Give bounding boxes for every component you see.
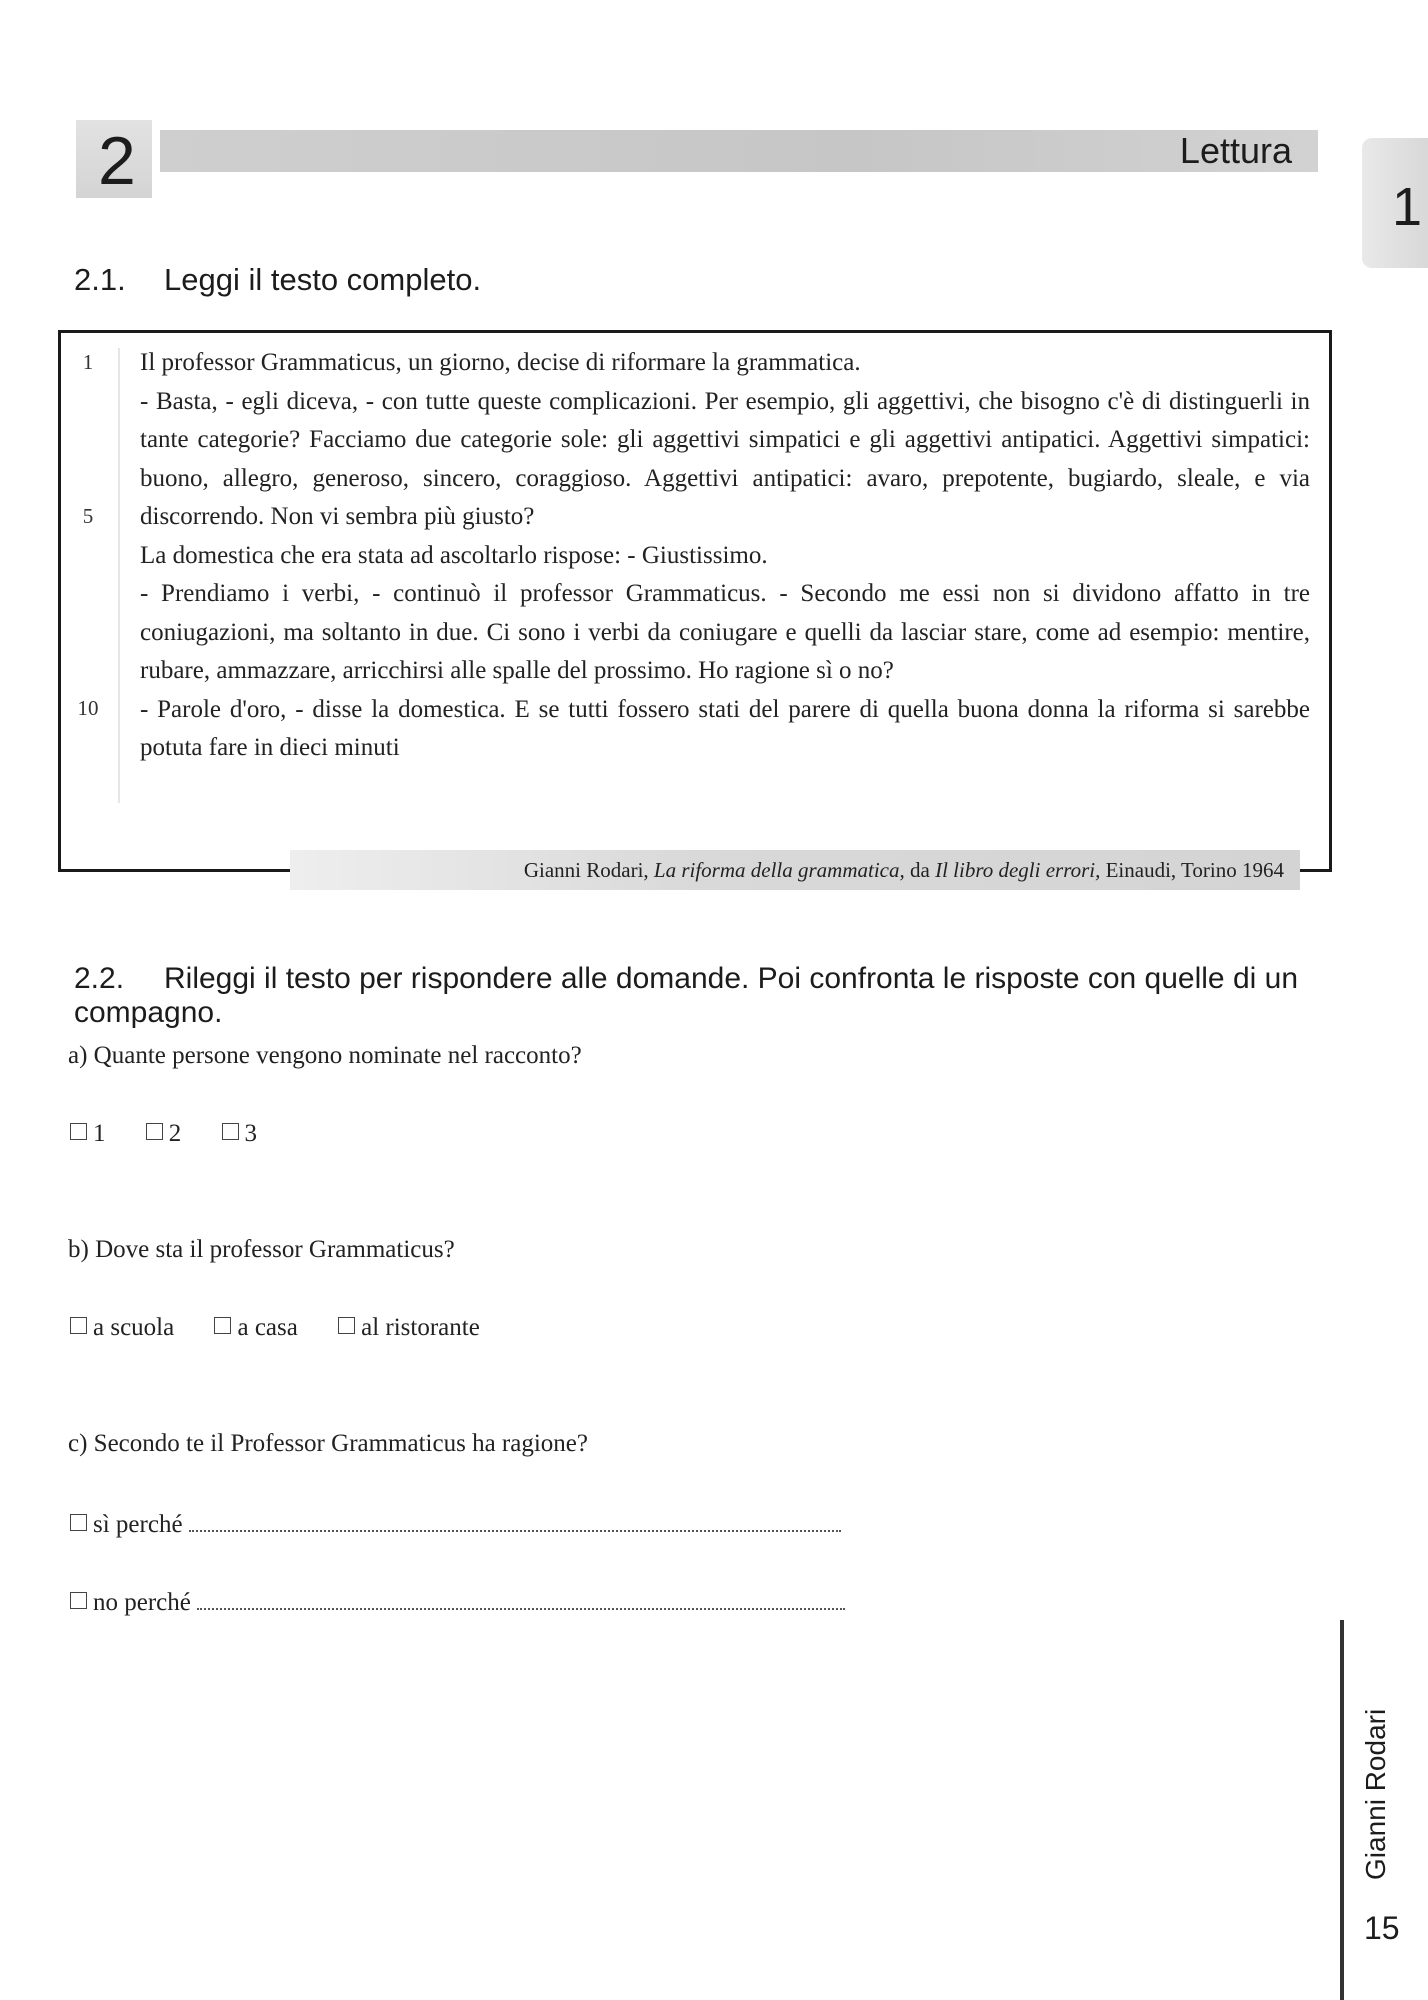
passage-paragraph: - Prendiamo i verbi, - continuò il professor Grammaticus. - Secondo me essi non si dividono affatto in tre coniugazioni, ma soltanto in due. Ci sono i verbi da coniugare e quelli da lasciar stare, come ad esempio: mentire, rubare, ammazzare, arricchirsi alle spalle del prossimo. Ho ragione sì o no?	[140, 580, 1310, 684]
option-checkbox[interactable]	[146, 1120, 182, 1148]
line-number: 10	[77, 696, 99, 720]
exercise-number: 2.1.	[74, 262, 126, 297]
option-label: al ristorante	[361, 1314, 480, 1341]
passage-paragraph: - Basta, - egli diceva, - con tutte queste complicazioni. Per esempio, gli aggettivi, che bisogno c'è di distinguerli in tante categorie? Facciamo due categorie sole: gli aggettivi simpatici e gli aggettivi antipatici. Aggettivi simpatici: buono, allegro, generoso, sincero, coraggioso. Aggettivi antipatici: avaro, prepotente, bugiardo, sleale, e via discorrendo. Non vi sembra più giusto?	[140, 387, 1310, 530]
option-label: sì perché	[93, 1511, 183, 1538]
unit-number: 1	[1391, 177, 1422, 237]
side-rule	[1340, 1620, 1344, 2000]
question-b: b) Dove sta il professor Grammaticus?	[68, 1236, 455, 1263]
option-checkbox[interactable]	[70, 1120, 106, 1148]
question-c: c) Secondo te il Professor Grammaticus ha ragione?	[68, 1430, 588, 1457]
option-checkbox[interactable]	[214, 1314, 297, 1342]
checkbox-icon[interactable]	[146, 1123, 163, 1140]
option-label: no perché	[93, 1589, 191, 1616]
page-number: 15	[1364, 1910, 1400, 1946]
option-label: 1	[93, 1120, 106, 1147]
checkbox-icon[interactable]	[70, 1317, 87, 1334]
side-label: Gianni Rodari	[1360, 1708, 1391, 1880]
question-a: a) Quante persone vengono nominate nel racconto?	[68, 1042, 582, 1069]
section-title: Lettura	[1179, 130, 1292, 171]
line-number: 5	[82, 504, 94, 528]
exercise-title: Rileggi il testo per rispondere alle domande. Poi confronta le risposte con quelle di un compagno.	[74, 962, 1299, 1029]
answer-line[interactable]	[189, 1508, 841, 1532]
section-title-band	[160, 130, 1318, 172]
question-c-option-yes	[70, 1508, 841, 1539]
option-label: 3	[244, 1120, 257, 1147]
option-checkbox[interactable]	[338, 1314, 480, 1342]
checkbox-icon[interactable]	[70, 1123, 87, 1140]
credit-title: La riforma della grammatica,	[653, 858, 905, 882]
option-checkbox[interactable]	[222, 1120, 258, 1148]
passage-paragraph: La domestica che era stata ad ascoltarlo rispose: - Giustissimo.	[140, 541, 768, 569]
option-label: a scuola	[93, 1314, 175, 1341]
exercise-heading	[74, 262, 481, 298]
checkbox-icon[interactable]	[214, 1317, 231, 1334]
question-b-options	[70, 1314, 514, 1342]
section-number-badge	[76, 120, 152, 198]
checkbox-icon[interactable]	[222, 1123, 239, 1140]
option-checkbox[interactable]	[70, 1314, 174, 1342]
unit-tab	[1362, 138, 1428, 268]
section-number: 2	[98, 123, 136, 199]
line-number: 1	[82, 350, 94, 374]
line-number-divider	[118, 348, 120, 803]
credit-author: Gianni Rodari,	[523, 858, 654, 882]
question-a-options	[70, 1120, 291, 1148]
checkbox-icon[interactable]	[70, 1592, 87, 1609]
checkbox-icon[interactable]	[338, 1317, 355, 1334]
credit-from: da	[904, 858, 936, 882]
passage-paragraph: - Parole d'oro, - disse la domestica. E se tutti fossero stati del parere di quella buona donna la riforma si sarebbe potuta fare in dieci minuti	[140, 695, 1310, 761]
source-credit	[524, 850, 1284, 890]
credit-publisher: Einaudi, Torino 1964	[1100, 858, 1284, 882]
passage-paragraph: Il professor Grammaticus, un giorno, decise di riformare la grammatica.	[140, 349, 861, 376]
option-label: 2	[168, 1120, 182, 1147]
answer-line[interactable]	[197, 1586, 845, 1610]
exercise-title: Leggi il testo completo.	[164, 262, 482, 297]
reading-passage	[140, 344, 1310, 768]
credit-book: Il libro degli errori,	[935, 858, 1101, 882]
checkbox-icon[interactable]	[70, 1514, 87, 1531]
question-c-option-no	[70, 1586, 845, 1617]
option-label: a casa	[237, 1314, 298, 1341]
exercise-heading	[74, 962, 1428, 1030]
exercise-number: 2.2.	[74, 962, 125, 995]
